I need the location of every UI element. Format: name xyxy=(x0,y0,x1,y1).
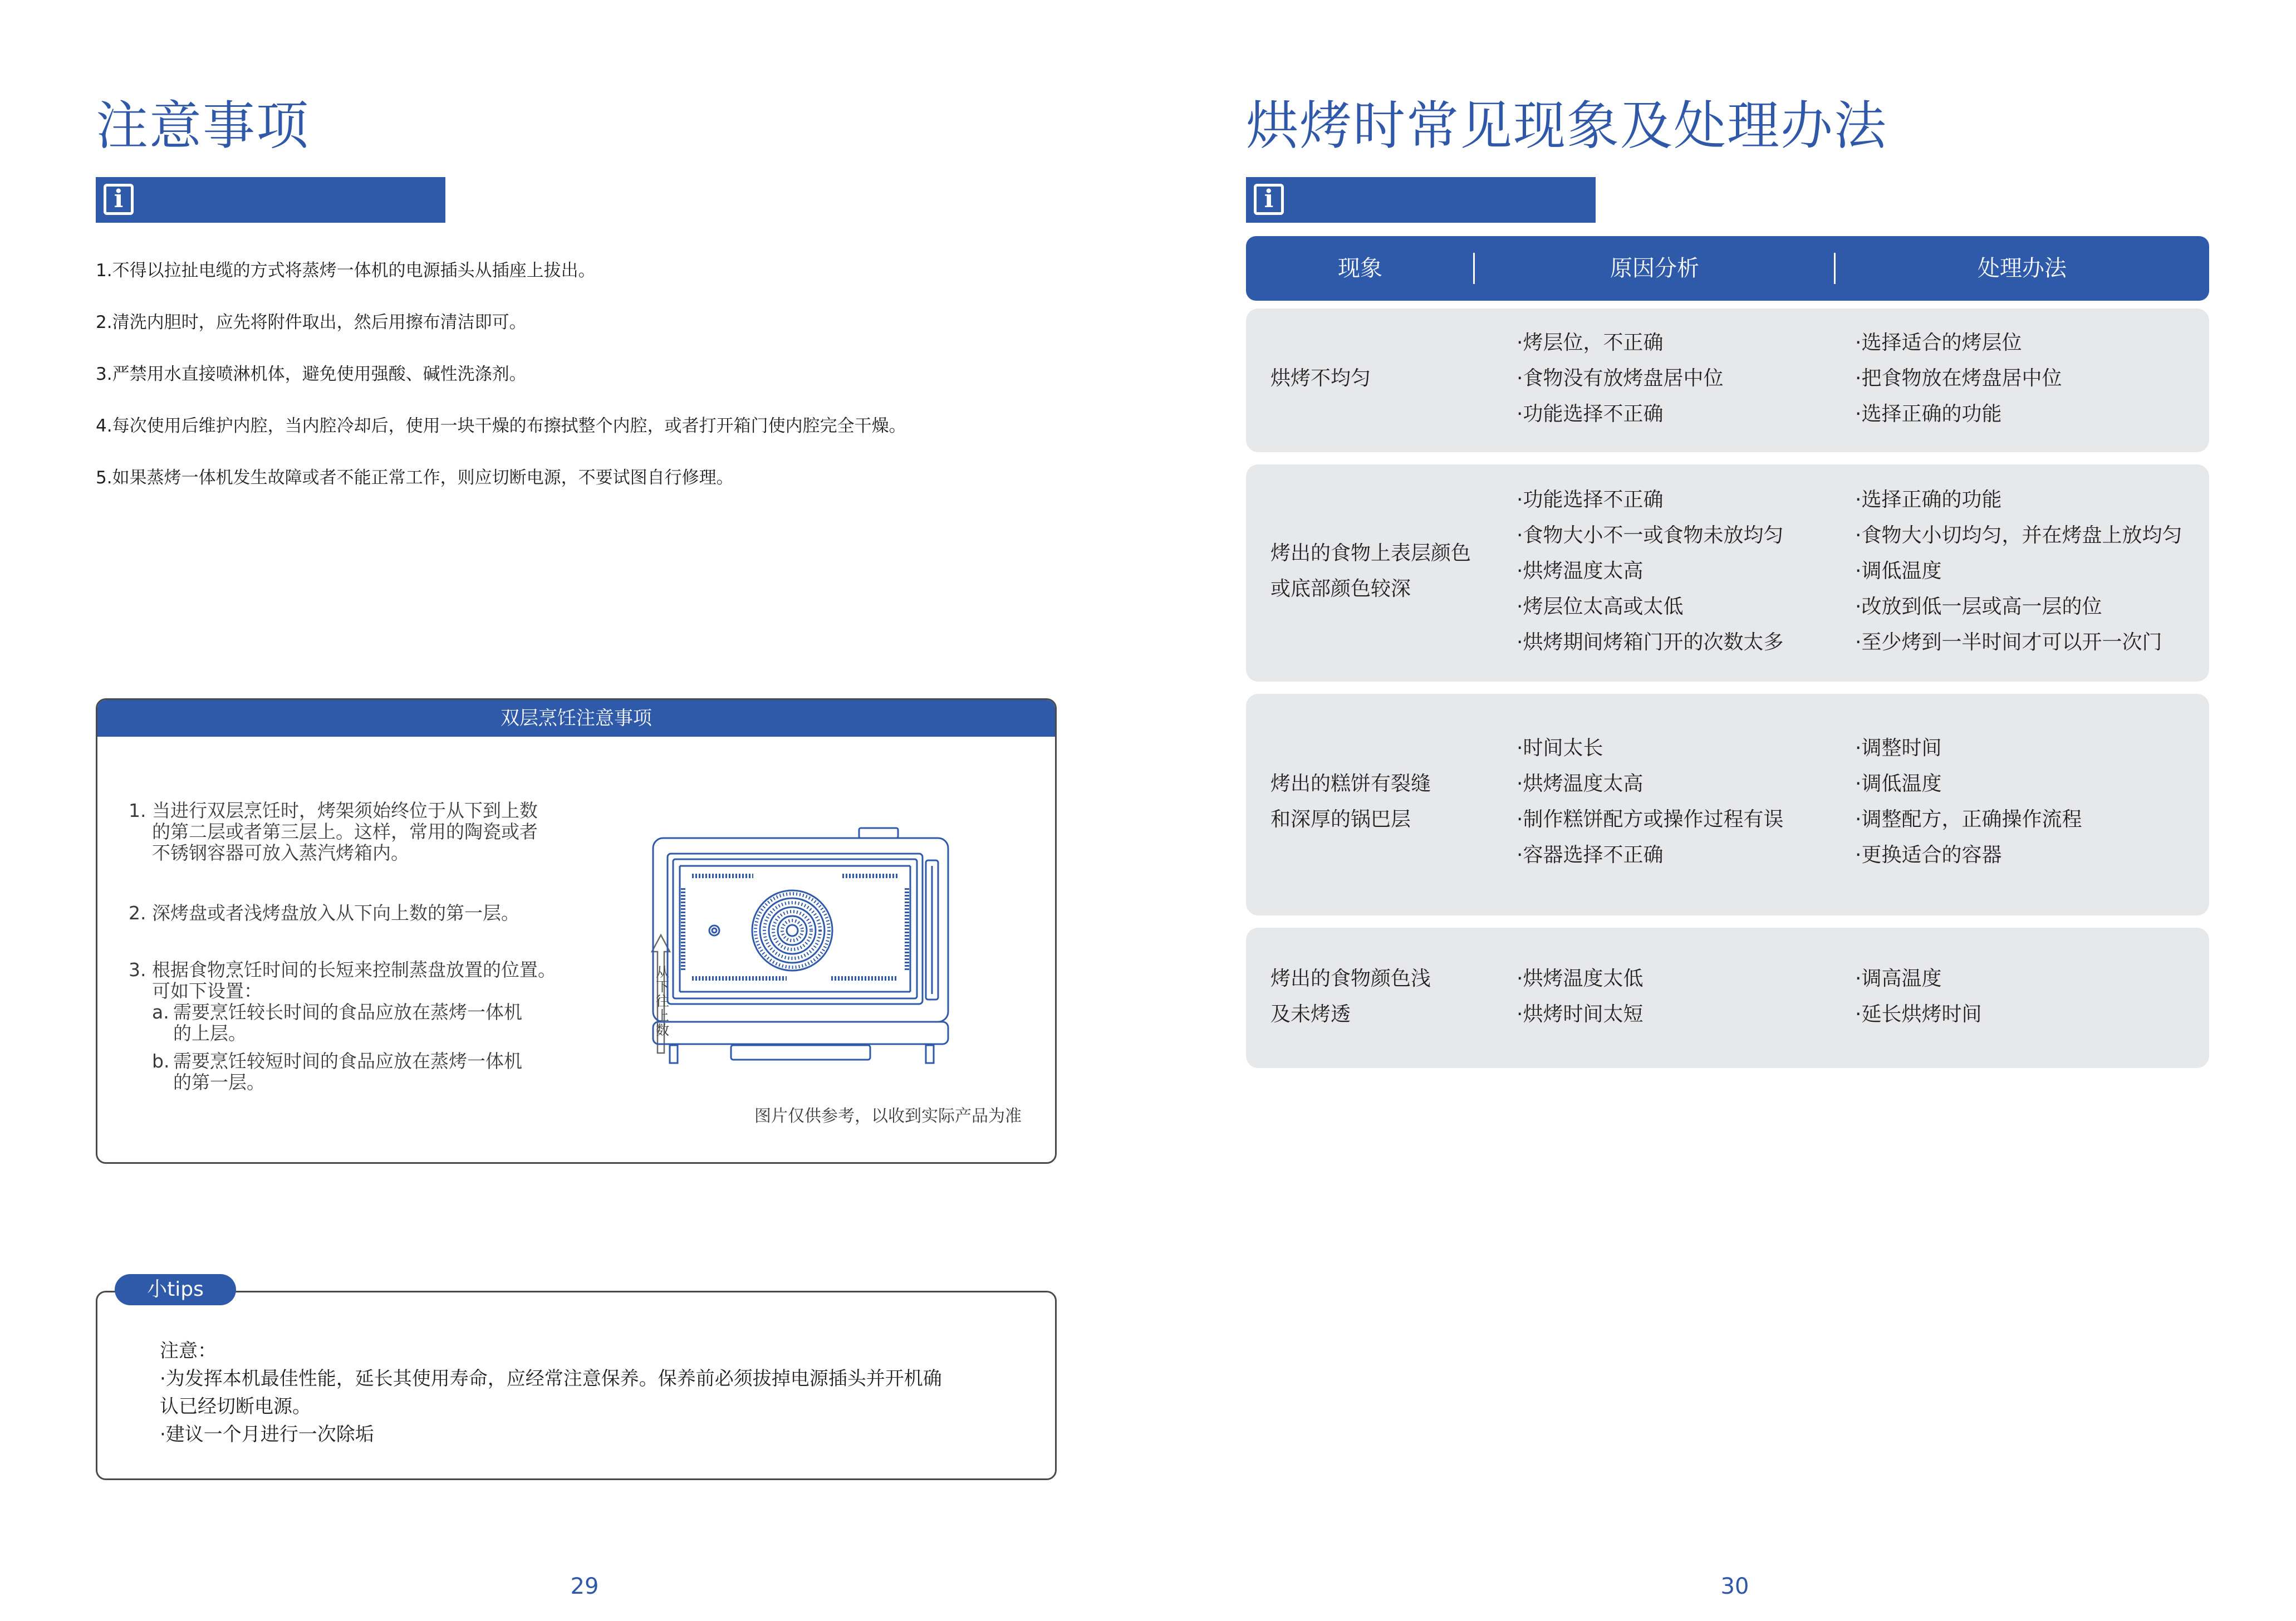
cause-cell: ·烘烤温度太低 ·烘烤时间太短 xyxy=(1517,967,1643,1026)
note-item: 2.清洗内胆时，应先将附件取出，然后用擦布清洁即可。 xyxy=(96,312,527,332)
arrow-label: 从下往上数 xyxy=(656,964,669,1038)
page-title: 注意事项 xyxy=(96,96,310,156)
solution-cell: ·调整时间 ·调低温度 ·调整配方，正确操作流程 ·更换适合的容器 xyxy=(1855,737,2082,866)
table-row xyxy=(1246,308,2209,452)
cause-cell: ·时间太长 ·烘烤温度太高 ·制作糕饼配方或操作过程有误 ·容器选择不正确 xyxy=(1517,737,1784,866)
table-row xyxy=(1246,928,2209,1068)
table-row xyxy=(1246,694,2209,915)
sub-list-item: b. 需要烹饪较短时间的食品应放在蒸烤一体机 的第一层。 xyxy=(152,1050,522,1093)
notes-list xyxy=(96,259,906,518)
info-icon: i xyxy=(1254,184,1284,215)
note-item: 3.严禁用水直接喷淋机体，避免使用强酸、碱性洗涤剂。 xyxy=(96,364,527,384)
page-number: 29 xyxy=(570,1574,599,1599)
phenomenon-cell: 烤出的糕饼有裂缝 和深厚的锅巴层 xyxy=(1270,772,1431,831)
tips-label: 小tips xyxy=(115,1274,236,1305)
column-header: 现象 xyxy=(1338,256,1382,281)
sub-list-item: a. 需要烹饪较长时间的食品应放在蒸烤一体机 的上层。 xyxy=(152,1001,522,1044)
column-header: 处理办法 xyxy=(1978,256,2067,281)
column-header: 原因分析 xyxy=(1610,256,1699,281)
page-number: 30 xyxy=(1720,1574,1749,1599)
phenomenon-cell: 烤出的食物上表层颜色 或底部颜色较深 xyxy=(1270,542,1471,600)
note-item: 4.每次使用后维护内腔，当内腔冷却后，使用一块干燥的布擦拭整个内腔，或者打开箱门使内腔完全干燥。 xyxy=(96,416,906,436)
list-item: 2. 深烤盘或者浅烤盘放入从下向上数的第一层。 xyxy=(129,902,519,924)
info-icon: i xyxy=(104,184,134,215)
list-item: 3. 根据食物烹饪时间的长短来控制蒸盘放置的位置。 可如下设置： xyxy=(129,959,556,1002)
table-row xyxy=(1246,464,2209,682)
oven-illustration xyxy=(647,827,965,1066)
double-layer-header: 双层烹饪注意事项 xyxy=(97,700,1055,737)
double-layer-list xyxy=(129,800,596,1093)
phenomenon-cell: 烤出的食物颜色浅 及未烤透 xyxy=(1270,967,1431,1026)
solution-cell: ·调高温度 ·延长烘烤时间 xyxy=(1855,967,1982,1026)
right-page xyxy=(1148,0,2296,1621)
solution-cell: ·选择正确的功能 ·食物大小切均匀，并在烤盘上放均匀 ·调低温度 ·改放到低一层或高一层的位 ·至少烤到一半时间才可以开一次门 xyxy=(1855,488,2182,654)
list-item: 1. 当进行双层烹饪时，烤架须始终位于从下到上数 的第二层或者第三层上。这样，常用的陶瓷或者 不锈钢容器可放入蒸汽烤箱内。 xyxy=(129,800,538,864)
table-header xyxy=(1246,236,2209,301)
note-item: 1.不得以拉扯电缆的方式将蒸烤一体机的电源插头从插座上拔出。 xyxy=(96,261,596,281)
double-layer-box xyxy=(96,698,1057,1164)
phenomenon-cell: 烘烤不均匀 xyxy=(1270,367,1371,390)
cause-cell: ·功能选择不正确 ·食物大小不一或食物未放均匀 ·烘烤温度太高 ·烤层位太高或太低 ·烘烤期间烤箱门开的次数太多 xyxy=(1517,488,1784,654)
page-title: 烘烤时常见现象及处理办法 xyxy=(1246,96,1888,156)
solution-cell: ·选择适合的烤层位 ·把食物放在烤盘居中位 ·选择正确的功能 xyxy=(1855,331,2062,425)
tips-box xyxy=(96,1291,1057,1480)
image-caption: 图片仅供参考，以收到实际产品为准 xyxy=(754,1106,1022,1126)
cause-cell: ·烤层位，不正确 ·食物没有放烤盘居中位 ·功能选择不正确 xyxy=(1517,331,1724,425)
tips-text: 注意： ·为发挥本机最佳性能，延长其使用寿命，应经常注意保养。保养前必须拔掉电源插头并开机确 认已经切断电源。 ·建议一个月进行一次除垢 xyxy=(160,1340,942,1446)
info-bar xyxy=(1246,177,1596,223)
info-bar xyxy=(96,177,445,223)
note-item: 5.如果蒸烤一体机发生故障或者不能正常工作，则应切断电源，不要试图自行修理。 xyxy=(96,468,734,488)
